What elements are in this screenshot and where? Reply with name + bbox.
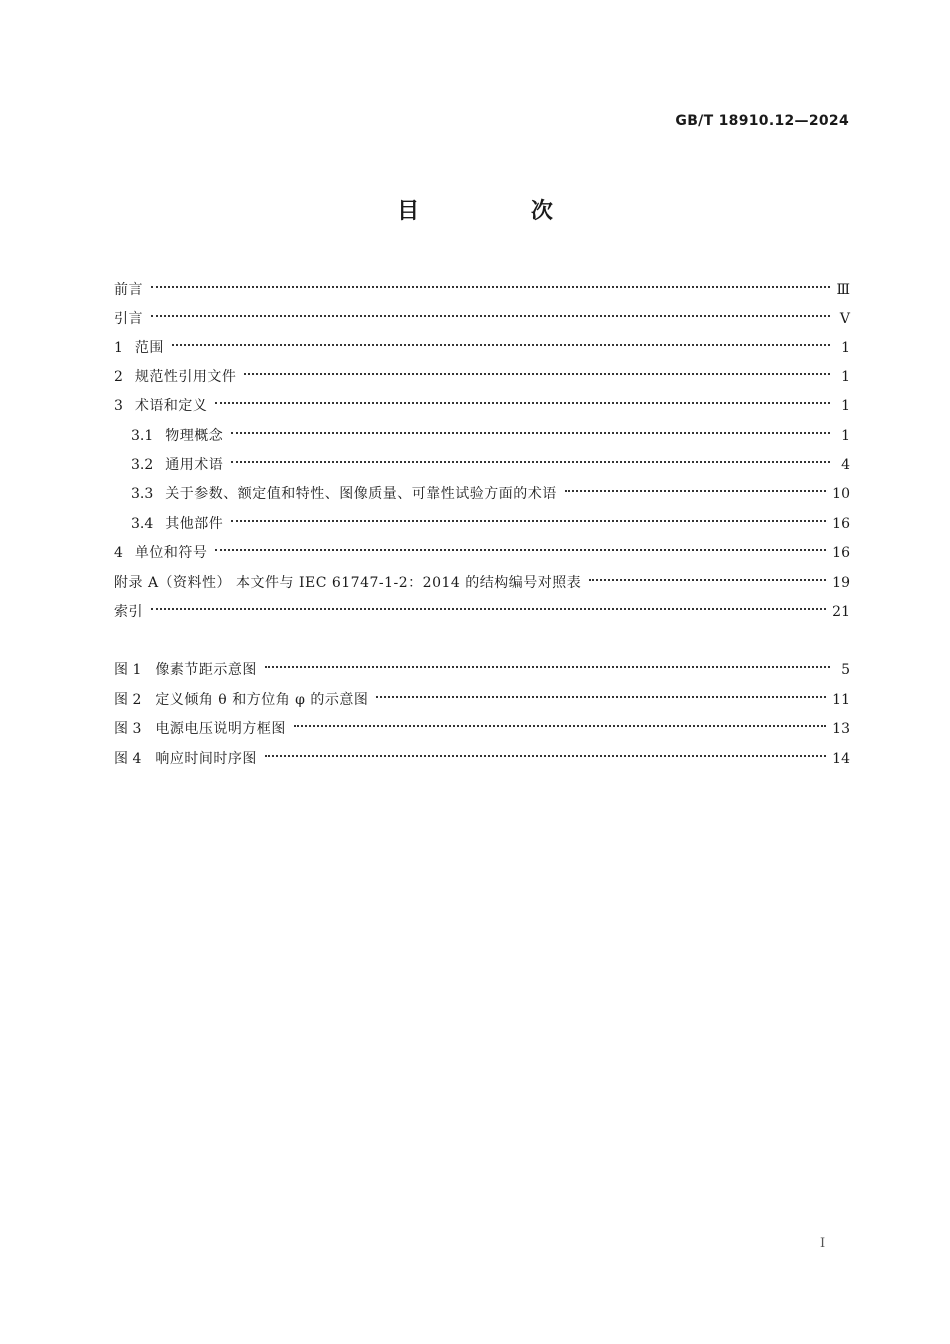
toc-entry-scope[interactable] bbox=[114, 332, 850, 356]
toc-entry-page: 19 bbox=[832, 575, 850, 591]
toc-entry-page: 16 bbox=[832, 545, 850, 561]
toc-entry-number: 3.1 bbox=[131, 428, 154, 444]
figure-number: 图 3 bbox=[114, 721, 142, 737]
dot-leader bbox=[231, 449, 830, 469]
toc-entry-title: 范围 bbox=[134, 340, 164, 356]
toc-entry-general-terms[interactable] bbox=[131, 449, 850, 473]
toc-entry-page: 16 bbox=[832, 516, 850, 532]
toc-entry-title: 规范性引用文件 bbox=[134, 369, 237, 385]
toc-entry-page: Ⅲ bbox=[836, 282, 850, 298]
toc-entry-other-components[interactable] bbox=[131, 508, 850, 532]
dot-leader bbox=[265, 654, 830, 674]
toc-entry-page: 4 bbox=[841, 457, 850, 473]
figure-entry-3[interactable] bbox=[114, 713, 850, 737]
toc-entry-title: 引言 bbox=[114, 311, 143, 327]
toc-entry-page: 1 bbox=[841, 369, 850, 385]
toc-entry-normative-references[interactable] bbox=[114, 361, 850, 385]
toc-entry-page: 1 bbox=[841, 398, 850, 414]
toc-entry-title: 通用术语 bbox=[165, 457, 224, 473]
toc-entry-title: 单位和符号 bbox=[134, 545, 208, 561]
toc-entry-title: 其他部件 bbox=[165, 516, 224, 532]
figure-page: 11 bbox=[832, 692, 850, 708]
dot-leader bbox=[215, 390, 830, 410]
dot-leader bbox=[231, 420, 830, 440]
toc-entry-number: 3.3 bbox=[131, 486, 154, 502]
toc-entry-page: 10 bbox=[832, 486, 850, 502]
dot-leader bbox=[294, 713, 826, 733]
dot-leader bbox=[565, 478, 826, 498]
toc-entry-index[interactable] bbox=[114, 596, 850, 620]
figure-title: 响应时间时序图 bbox=[155, 751, 257, 767]
figure-entry-1[interactable] bbox=[114, 654, 850, 678]
dot-leader bbox=[231, 508, 826, 528]
dot-leader bbox=[244, 361, 830, 381]
toc-entry-foreword[interactable] bbox=[114, 274, 850, 298]
toc-entry-title: 附录 A（资料性） 本文件与 IEC 61747-1-2：2014 的结构编号对照表 bbox=[114, 575, 582, 591]
toc-entry-page: Ⅴ bbox=[839, 311, 850, 327]
toc-entry-title: 物理概念 bbox=[165, 428, 224, 444]
toc-entry-introduction[interactable] bbox=[114, 303, 850, 327]
toc-entry-units-symbols[interactable] bbox=[114, 537, 850, 561]
standard-code: GB/T 18910.12—2024 bbox=[675, 113, 849, 129]
dot-leader bbox=[215, 537, 826, 557]
figure-page: 13 bbox=[832, 721, 850, 737]
toc-entry-title: 关于参数、额定值和特性、图像质量、可靠性试验方面的术语 bbox=[165, 486, 557, 502]
dot-leader bbox=[151, 596, 826, 616]
toc-entry-title: 前言 bbox=[114, 282, 143, 298]
figure-number: 图 4 bbox=[114, 751, 142, 767]
figure-title: 像素节距示意图 bbox=[155, 662, 257, 678]
figure-title: 电源电压说明方框图 bbox=[155, 721, 286, 737]
figure-entry-2[interactable] bbox=[114, 684, 850, 708]
toc-entry-title: 术语和定义 bbox=[134, 398, 208, 414]
toc-entry-terms-definitions[interactable] bbox=[114, 390, 850, 414]
dot-leader bbox=[376, 684, 826, 704]
dot-leader bbox=[151, 274, 830, 294]
figure-entry-4[interactable] bbox=[114, 743, 850, 767]
toc-entry-page: 21 bbox=[832, 604, 850, 620]
toc-entry-number: 1 bbox=[114, 340, 123, 356]
toc-entry-number: 3 bbox=[114, 398, 123, 414]
toc-entry-page: 1 bbox=[841, 340, 850, 356]
figure-page: 14 bbox=[832, 751, 850, 767]
figure-title: 定义倾角 θ 和方位角 φ 的示意图 bbox=[155, 692, 369, 708]
toc-entry-number: 3.2 bbox=[131, 457, 154, 473]
page-title: 目 次 bbox=[397, 199, 605, 224]
toc-entry-parameter-terms[interactable] bbox=[131, 478, 850, 502]
toc-entry-number: 3.4 bbox=[131, 516, 154, 532]
figure-page: 5 bbox=[841, 662, 850, 678]
figure-number: 图 1 bbox=[114, 662, 142, 678]
dot-leader bbox=[151, 303, 830, 323]
dot-leader bbox=[172, 332, 830, 352]
toc-entry-page: 1 bbox=[841, 428, 850, 444]
toc-entry-number: 4 bbox=[114, 545, 123, 561]
figure-number: 图 2 bbox=[114, 692, 142, 708]
toc-entry-number: 2 bbox=[114, 369, 123, 385]
dot-leader bbox=[265, 743, 826, 763]
toc-entry-physical-concepts[interactable] bbox=[131, 420, 850, 444]
toc-entry-title: 索引 bbox=[114, 604, 143, 620]
page-number: I bbox=[820, 1236, 826, 1251]
toc-entry-annex-a[interactable] bbox=[114, 567, 850, 591]
dot-leader bbox=[589, 567, 826, 587]
